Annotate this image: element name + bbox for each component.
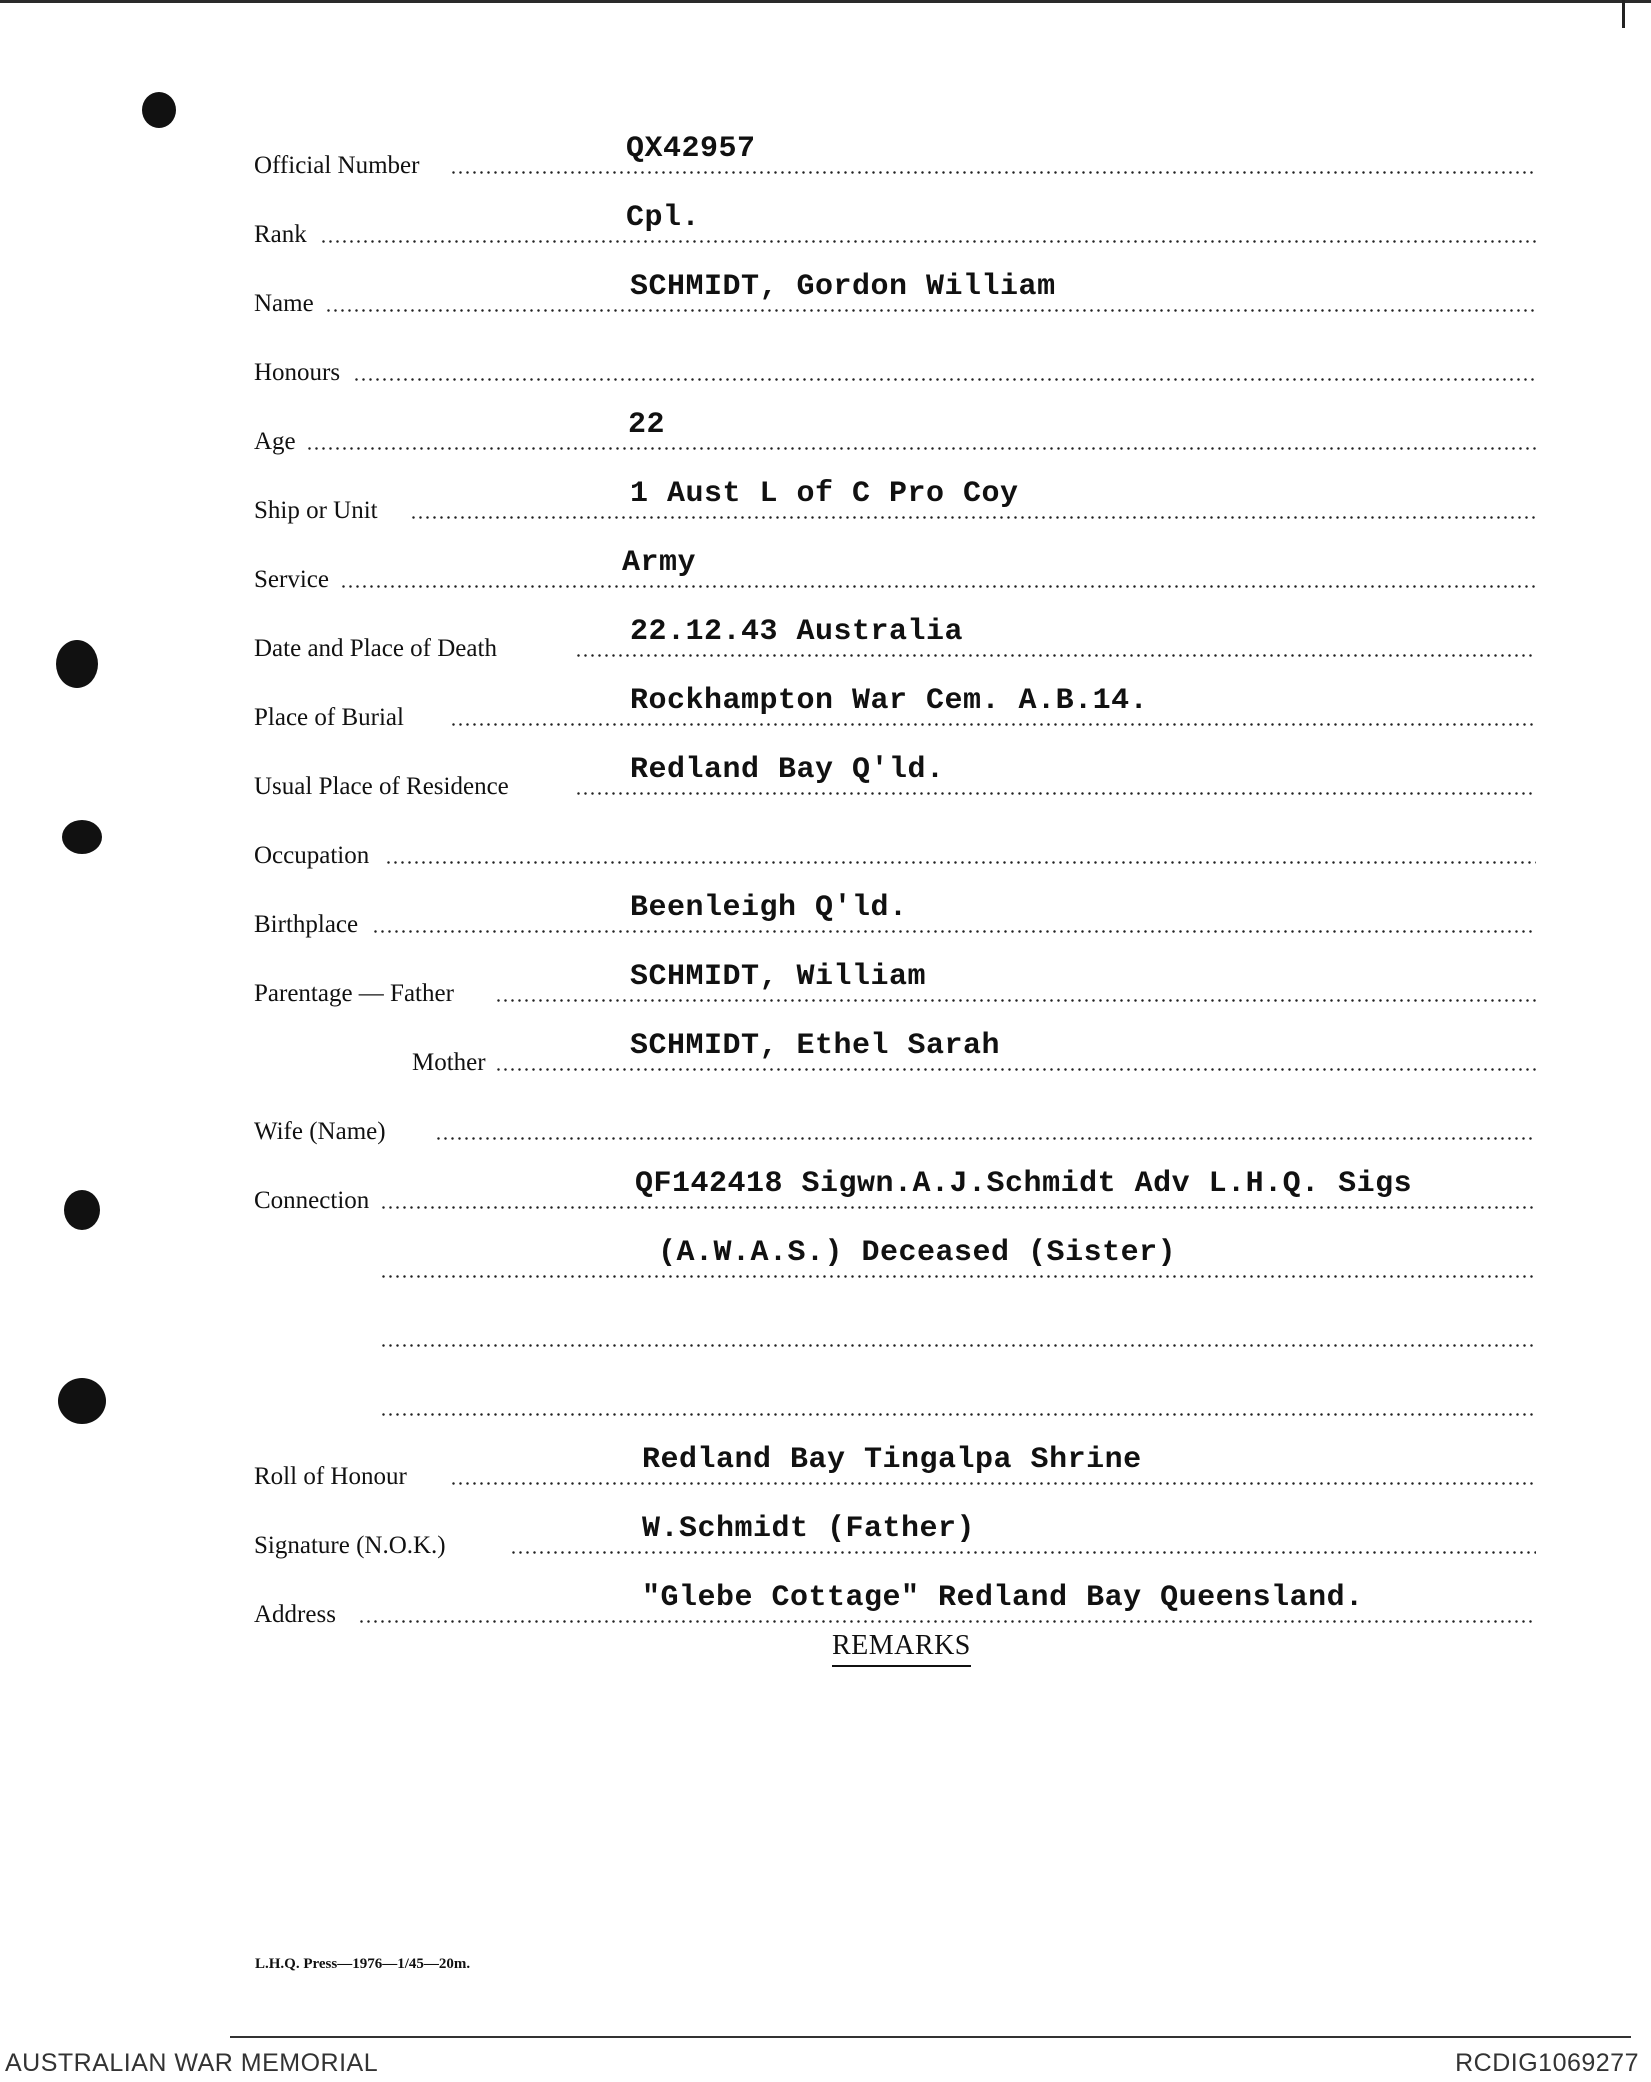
field-label: Mother: [412, 1049, 486, 1076]
dotted-line: [510, 1551, 1536, 1554]
field-name: [250, 270, 1536, 320]
field-value: Cpl.: [626, 201, 701, 235]
field-value: SCHMIDT, Gordon William: [630, 270, 1056, 304]
field-connection-cont-3: [250, 1374, 1536, 1424]
punch-hole: [142, 92, 176, 128]
field-father: [250, 960, 1536, 1010]
field-value: Rockhampton War Cem. A.B.14.: [630, 684, 1149, 718]
field-connection-cont-2: [250, 1305, 1536, 1355]
dotted-line: [320, 240, 1536, 243]
field-label: Rank: [254, 221, 307, 248]
field-label: Signature (N.O.K.): [254, 1532, 446, 1559]
dotted-line: [353, 378, 1536, 381]
field-label: Ship or Unit: [254, 497, 378, 524]
field-value: 22.12.43 Australia: [630, 615, 964, 649]
field-label: Birthplace: [254, 911, 359, 938]
punch-hole: [58, 1378, 106, 1424]
field-value: 22: [628, 408, 666, 442]
dotted-line: [340, 585, 1536, 588]
card-bottom-edge: [230, 2036, 1631, 2038]
dotted-line: [306, 447, 1536, 450]
field-value: 1 Aust L of C Pro Coy: [630, 477, 1019, 511]
field-label: Address: [254, 1601, 336, 1628]
field-label: Age: [254, 428, 296, 455]
dotted-line: [435, 1137, 1536, 1140]
field-connection-cont-1: [250, 1236, 1536, 1286]
dotted-line: [450, 1482, 1536, 1485]
field-label: Honours: [254, 359, 341, 386]
dotted-line: [380, 1413, 1536, 1416]
dotted-line: [450, 171, 1536, 174]
field-value: Beenleigh Q'ld.: [630, 891, 908, 925]
field-date-place-of-death: [250, 615, 1536, 665]
field-age: [250, 408, 1536, 458]
dotted-line: [380, 1275, 1536, 1278]
field-label: Roll of Honour: [254, 1463, 407, 1490]
field-address: [250, 1581, 1536, 1631]
field-label: Wife (Name): [254, 1118, 386, 1145]
field-value: "Glebe Cottage" Redland Bay Queensland.: [642, 1581, 1364, 1615]
field-ship-or-unit: [250, 477, 1536, 527]
remarks-heading: REMARKS: [832, 1630, 971, 1667]
dotted-line: [575, 792, 1536, 795]
dotted-line: [575, 654, 1536, 657]
dotted-line: [380, 1344, 1536, 1347]
scan-top-edge: [0, 0, 1651, 3]
field-birthplace: [250, 891, 1536, 941]
field-wife: [250, 1098, 1536, 1148]
archive-id: RCDIG1069277: [1455, 2049, 1639, 2077]
field-value: Redland Bay Q'ld.: [630, 753, 945, 787]
field-place-of-burial: [250, 684, 1536, 734]
dotted-line: [450, 723, 1536, 726]
field-service: [250, 546, 1536, 596]
field-honours: [250, 339, 1536, 389]
dotted-line: [380, 1206, 1536, 1209]
field-value: QX42957: [626, 132, 756, 166]
field-usual-residence: [250, 753, 1536, 803]
field-signature: [250, 1512, 1536, 1562]
field-label: Official Number: [254, 152, 420, 179]
printer-note: L.H.Q. Press—1976—1/45—20m.: [255, 1956, 471, 1972]
punch-hole: [56, 640, 98, 688]
field-label: Date and Place of Death: [254, 635, 497, 662]
field-value: W.Schmidt (Father): [642, 1512, 976, 1546]
field-mother: [250, 1029, 1536, 1079]
field-label: Connection: [254, 1187, 370, 1214]
dotted-line: [385, 861, 1536, 864]
field-label: Occupation: [254, 842, 370, 869]
field-label: Service: [254, 566, 329, 593]
field-rank: [250, 201, 1536, 251]
field-label: Name: [254, 290, 314, 317]
field-official-number: [250, 132, 1536, 182]
field-label: Place of Burial: [254, 704, 404, 731]
field-label: Usual Place of Residence: [254, 773, 509, 800]
dotted-line: [410, 516, 1536, 519]
field-value: Redland Bay Tingalpa Shrine: [642, 1443, 1142, 1477]
field-roll-of-honour: [250, 1443, 1536, 1493]
field-value: SCHMIDT, Ethel Sarah: [630, 1029, 1001, 1063]
field-value: QF142418 Sigwn.A.J.Schmidt Adv L.H.Q. Sigs: [635, 1167, 1413, 1201]
field-value: Army: [622, 546, 697, 580]
scan-corner-mark: [1622, 0, 1625, 28]
field-value: SCHMIDT, William: [630, 960, 927, 994]
punch-hole: [64, 1190, 100, 1230]
dotted-line: [495, 999, 1536, 1002]
dotted-line: [325, 309, 1536, 312]
field-label: Parentage — Father: [254, 980, 454, 1007]
field-value: (A.W.A.S.) Deceased (Sister): [658, 1236, 1177, 1270]
field-connection: [250, 1167, 1536, 1217]
dotted-line: [358, 1620, 1536, 1623]
field-occupation: [250, 822, 1536, 872]
dotted-line: [495, 1068, 1536, 1071]
archive-name: AUSTRALIAN WAR MEMORIAL: [5, 2049, 379, 2077]
dotted-line: [372, 930, 1536, 933]
punch-hole: [62, 820, 102, 854]
